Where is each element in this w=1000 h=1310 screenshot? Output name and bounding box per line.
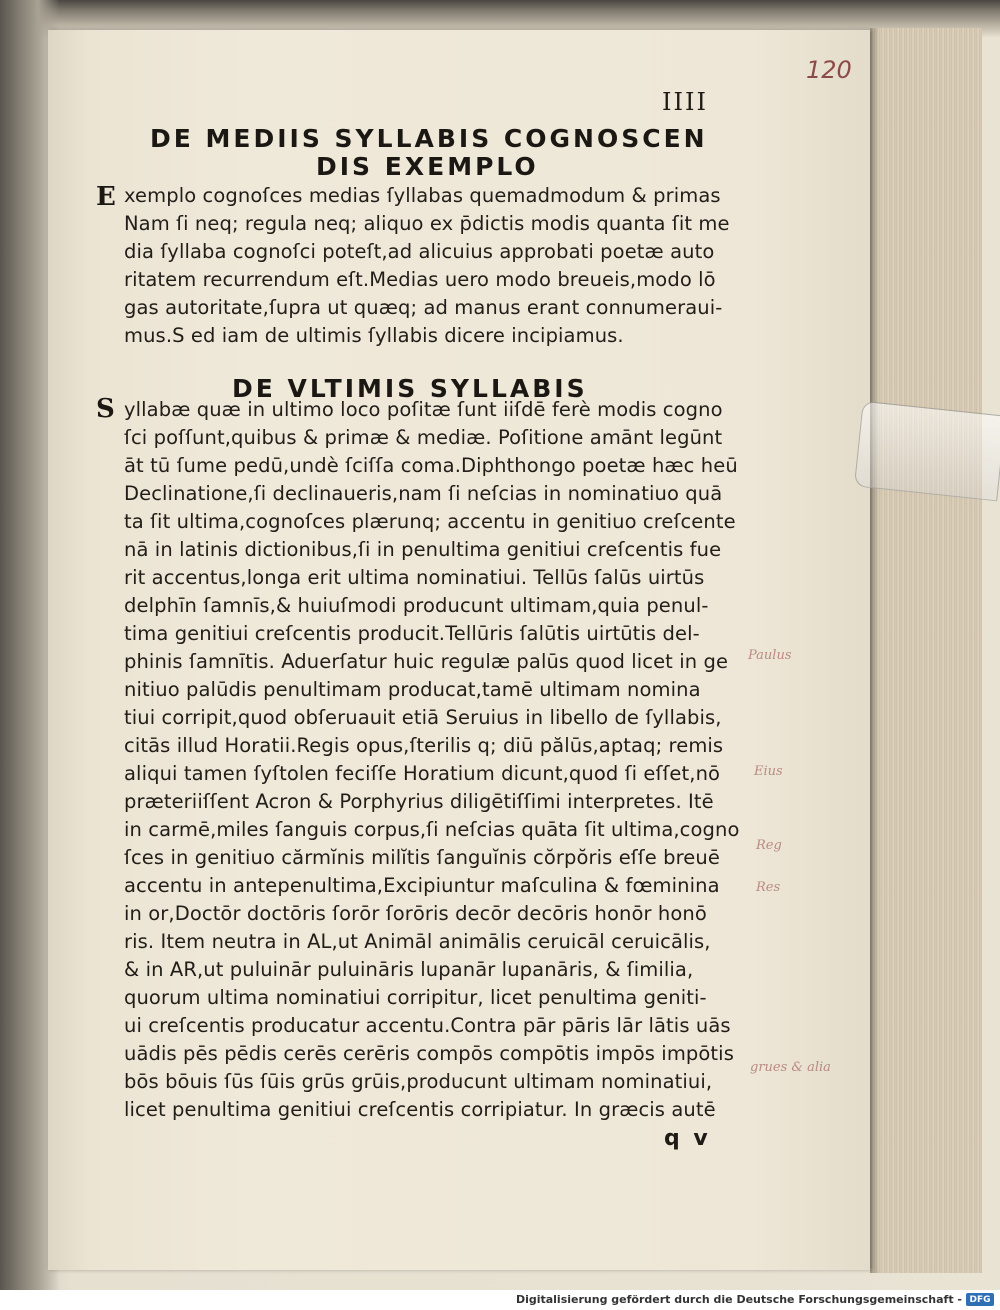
clear-bookmark-tab [854,401,1000,502]
section2-line: nitiuo palūdis penultimam producat,tamē ultimam nomina [124,678,701,701]
margin-annotation: Reg [756,838,782,853]
dfg-logo-icon: DFG [966,1293,994,1306]
section2-line: nā in latinis dictionibus,ſi in penultima genitiui creſcentis fue [124,538,722,561]
section2-line: rit accentus,longa erit ultima nominatiui. Tellūs ſalūs uirtūs [124,566,705,589]
section1-line: mus.S ed iam de ultimis ſyllabis dicere incipiamus. [124,324,624,347]
section2-line: præteriiſſent Acron & Porphyrius diligētiſſimi interpretes. Itē [124,790,714,813]
handwritten-folio-number: 120 [806,56,852,84]
section1-line: dia ſyllaba cognoſci poteſt,ad alicuius approbati poetæ auto [124,240,715,263]
margin-annotation: Paulus [748,648,792,663]
heading-final-syllables: DE VLTIMIS SYLLABIS [232,374,588,403]
footer-bar [0,1290,1000,1310]
section2-line: āt tū ſume pedū,undè ſciſſa coma.Diphthongo poetæ hæc heū [124,454,738,477]
section1-line: gas autoritate,ſupra ut quæq; ad manus erant connumeraui- [124,296,723,319]
section2-line: ſces in genitiuo cărmĭnis milĭtis ſanguĭnis cŏrpŏris eſſe breuē [124,846,720,869]
page-edges [870,28,982,1273]
section2-line: in or,Doctōr doctōris ſorōr ſorōris decōr decōris honōr honō [124,902,707,925]
margin-annotation: Eius [754,764,783,779]
section2-line: accentu in antepenultima,Excipiuntur maſculina & fœminina [124,874,720,897]
section2-initial-letter: S [96,394,115,424]
section2-line: ris. Item neutra in AL,ut Animāl animālis ceruicāl ceruicālis, [124,930,711,953]
section2-line: ta ſit ultima,cognoſces plærunq; accentu in genitiuo creſcente [124,510,736,533]
section2-line: delphīn ſamnīs,& huiuſmodi producunt ultimam,quia penul- [124,594,709,617]
section2-line: ſci poſſunt,quibus & primæ & mediæ. Poſitione amānt legūnt [124,426,723,449]
section2-line: bōs bōuis ſūs ſūis grūs grūis,producunt ultimam nominatiui, [124,1070,713,1093]
margin-annotation: grues & alia [750,1060,831,1075]
section2-line: uādis pēs pēdis cerēs cerēris compōs compōtis impōs impōtis [124,1042,734,1065]
section2-line: & in AR,ut puluinār puluināris lupanār lupanāris, & ſimilia, [124,958,694,981]
section2-line: phinis ſamnītis. Aduerſatur huic regulæ palūs quod licet in ge [124,650,729,673]
section1-line: Nam ſi neq; regula neq; aliquo ex p̄dictis modis quanta ſit me [124,212,730,235]
catchword: q v [664,1126,711,1151]
section2-line: Declinatione,ſi declinaueris,nam ſi neſcias in nominatiuo quā [124,482,723,505]
section1-line: ritatem recurrendum eſt.Medias uero modo breueis,modo lō [124,268,716,291]
page-signature-top: IIII [662,88,708,116]
page-edges-shadow [870,28,880,1273]
section2-line: ui creſcentis producatur accentu.Contra pār pāris lār lātis uās [124,1014,731,1037]
section2-line: quorum ultima nominatiui corripitur, licet penultima geniti- [124,986,707,1009]
section1-line: xemplo cognoſces medias ſyllabas quemadmodum & primas [124,184,721,207]
section2-line: tima genitiui creſcentis producit.Tellūris ſalūtis uirtūtis del- [124,622,700,645]
section2-line: in carmē,miles ſanguis corpus,ſi neſcias quāta ſit ultima,cogno [124,818,740,841]
heading-medial-syllables-line1: DE MEDIIS SYLLABIS COGNOSCEN [150,124,708,153]
heading-medial-syllables-line2: DIS EXEMPLO [316,152,539,181]
section2-line: yllabæ quæ in ultimo loco poſitæ ſunt iiſdē ferè modis cogno [124,398,723,421]
section2-line: citās illud Horatii.Regis opus,ſterilis q; diū pălūs,aptaq; remis [124,734,724,757]
footer-credit-text: Digitalisierung gefördert durch die Deutsche Forschungsgemeinschaft - [515,1293,962,1306]
section2-line: licet penultima genitiui creſcentis corripiatur. In græcis autē [124,1098,716,1121]
section1-initial-letter: E [96,182,116,212]
margin-annotation: Res [756,880,781,895]
section2-line: tiui corripit,quod obſeruauit etiā Seruius in libello de ſyllabis, [124,706,722,729]
section2-line: aliqui tamen ſyſtolen feciſſe Horatium dicunt,quod ſi eſſet,nō [124,762,721,785]
